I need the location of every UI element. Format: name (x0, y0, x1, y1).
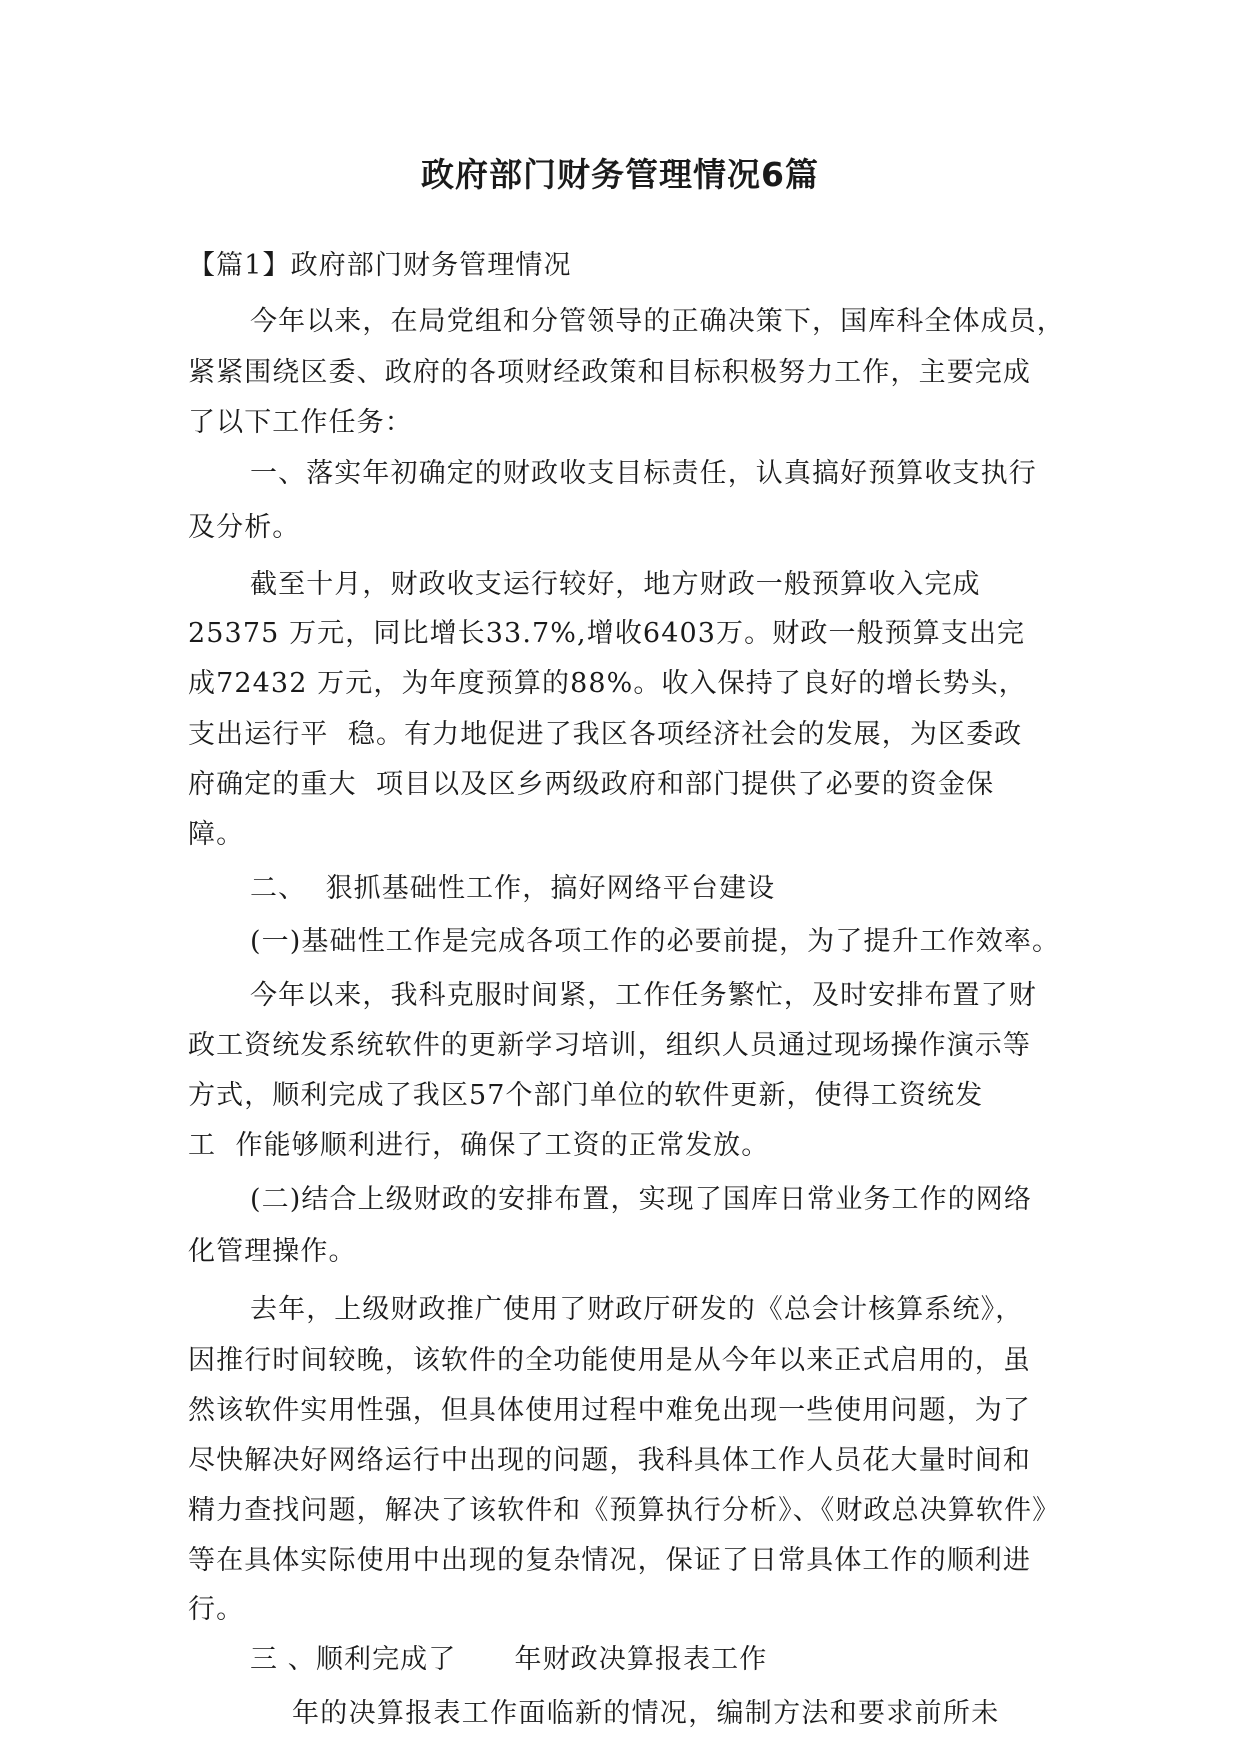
paragraph-line: 政工资统发系统软件的更新学习培训，组织人员通过现场操作演示等 (188, 1030, 1031, 1061)
paragraph-line: 今年以来，在局党组和分管领导的正确决策下，国库科全体成员， (250, 306, 1065, 337)
paragraph-line: 障。 (188, 819, 245, 850)
paragraph-line: 年的决算报表工作面临新的情况，编制方法和要求前所未 (292, 1698, 1000, 1729)
subheading-line: 二、 狠抓基础性工作，搞好网络平台建设 (250, 873, 776, 904)
paragraph-line: 去年，上级财政推广使用了财政厅研发的《总会计核算系统》， (250, 1294, 1024, 1325)
paragraph-line: 了以下工作任务： (188, 407, 413, 438)
paragraph-line: 因推行时间较晚，该软件的全功能使用是从今年以来正式启用的，虽 (188, 1345, 1031, 1376)
subheading-line: 化管理操作。 (188, 1236, 357, 1267)
subheading-line: (一)基础性工作是完成各项工作的必要前提，为了提升工作效率。 (250, 926, 1061, 957)
paragraph-line: 精力查找问题，解决了该软件和《预算执行分析》、《财政总决算软件》 (188, 1495, 1061, 1526)
paragraph-line: 府确定的重大 项目以及区乡两级政府和部门提供了必要的资金保 (188, 769, 995, 800)
document-title: 政府部门财务管理情况6篇 (421, 155, 819, 194)
paragraph-line: 今年以来，我科克服时间紧，工作任务繁忙，及时安排布置了财 (250, 980, 1037, 1011)
subheading-line: 一、落实年初确定的财政收支目标责任，认真搞好预算收支执行 (250, 458, 1037, 489)
paragraph-line: 成72432 万元，为年度预算的88%。收入保持了良好的增长势头， (188, 668, 1027, 699)
paragraph-line: 方式，顺利完成了我区57个部门单位的软件更新，使得工资统发 (188, 1080, 984, 1111)
paragraph-line: 等在具体实际使用中出现的复杂情况，保证了日常具体工作的顺利进 (188, 1545, 1031, 1576)
section-heading-3: 三 、顺利完成了 年财政决算报表工作 (250, 1644, 768, 1675)
paragraph-line: 支出运行平 稳。有力地促进了我区各项经济社会的发展，为区委政 (188, 719, 1023, 750)
paragraph-line: 紧紧围绕区委、政府的各项财经政策和目标积极努力工作，主要完成 (188, 357, 1031, 388)
paragraph-line: 尽快解决好网络运行中出现的问题，我科具体工作人员花大量时间和 (188, 1445, 1031, 1476)
subheading-line: 及分析。 (188, 512, 301, 543)
paragraph-line: 行。 (188, 1594, 245, 1625)
paragraph-line: 然该软件实用性强，但具体使用过程中难免出现一些使用问题，为了 (188, 1395, 1031, 1426)
section-heading-1: 【篇1】政府部门财务管理情况 (188, 250, 572, 281)
paragraph-line: 工 作能够顺利进行，确保了工资的正常发放。 (188, 1130, 770, 1161)
paragraph-line: 25375 万元，同比增长33.7%,增收6403万。财政一般预算支出完 (188, 618, 1026, 649)
paragraph-line: 截至十月，财政收支运行较好，地方财政一般预算收入完成 (250, 569, 981, 600)
subheading-line: (二)结合上级财政的安排布置，实现了国库日常业务工作的网络 (250, 1184, 1032, 1215)
